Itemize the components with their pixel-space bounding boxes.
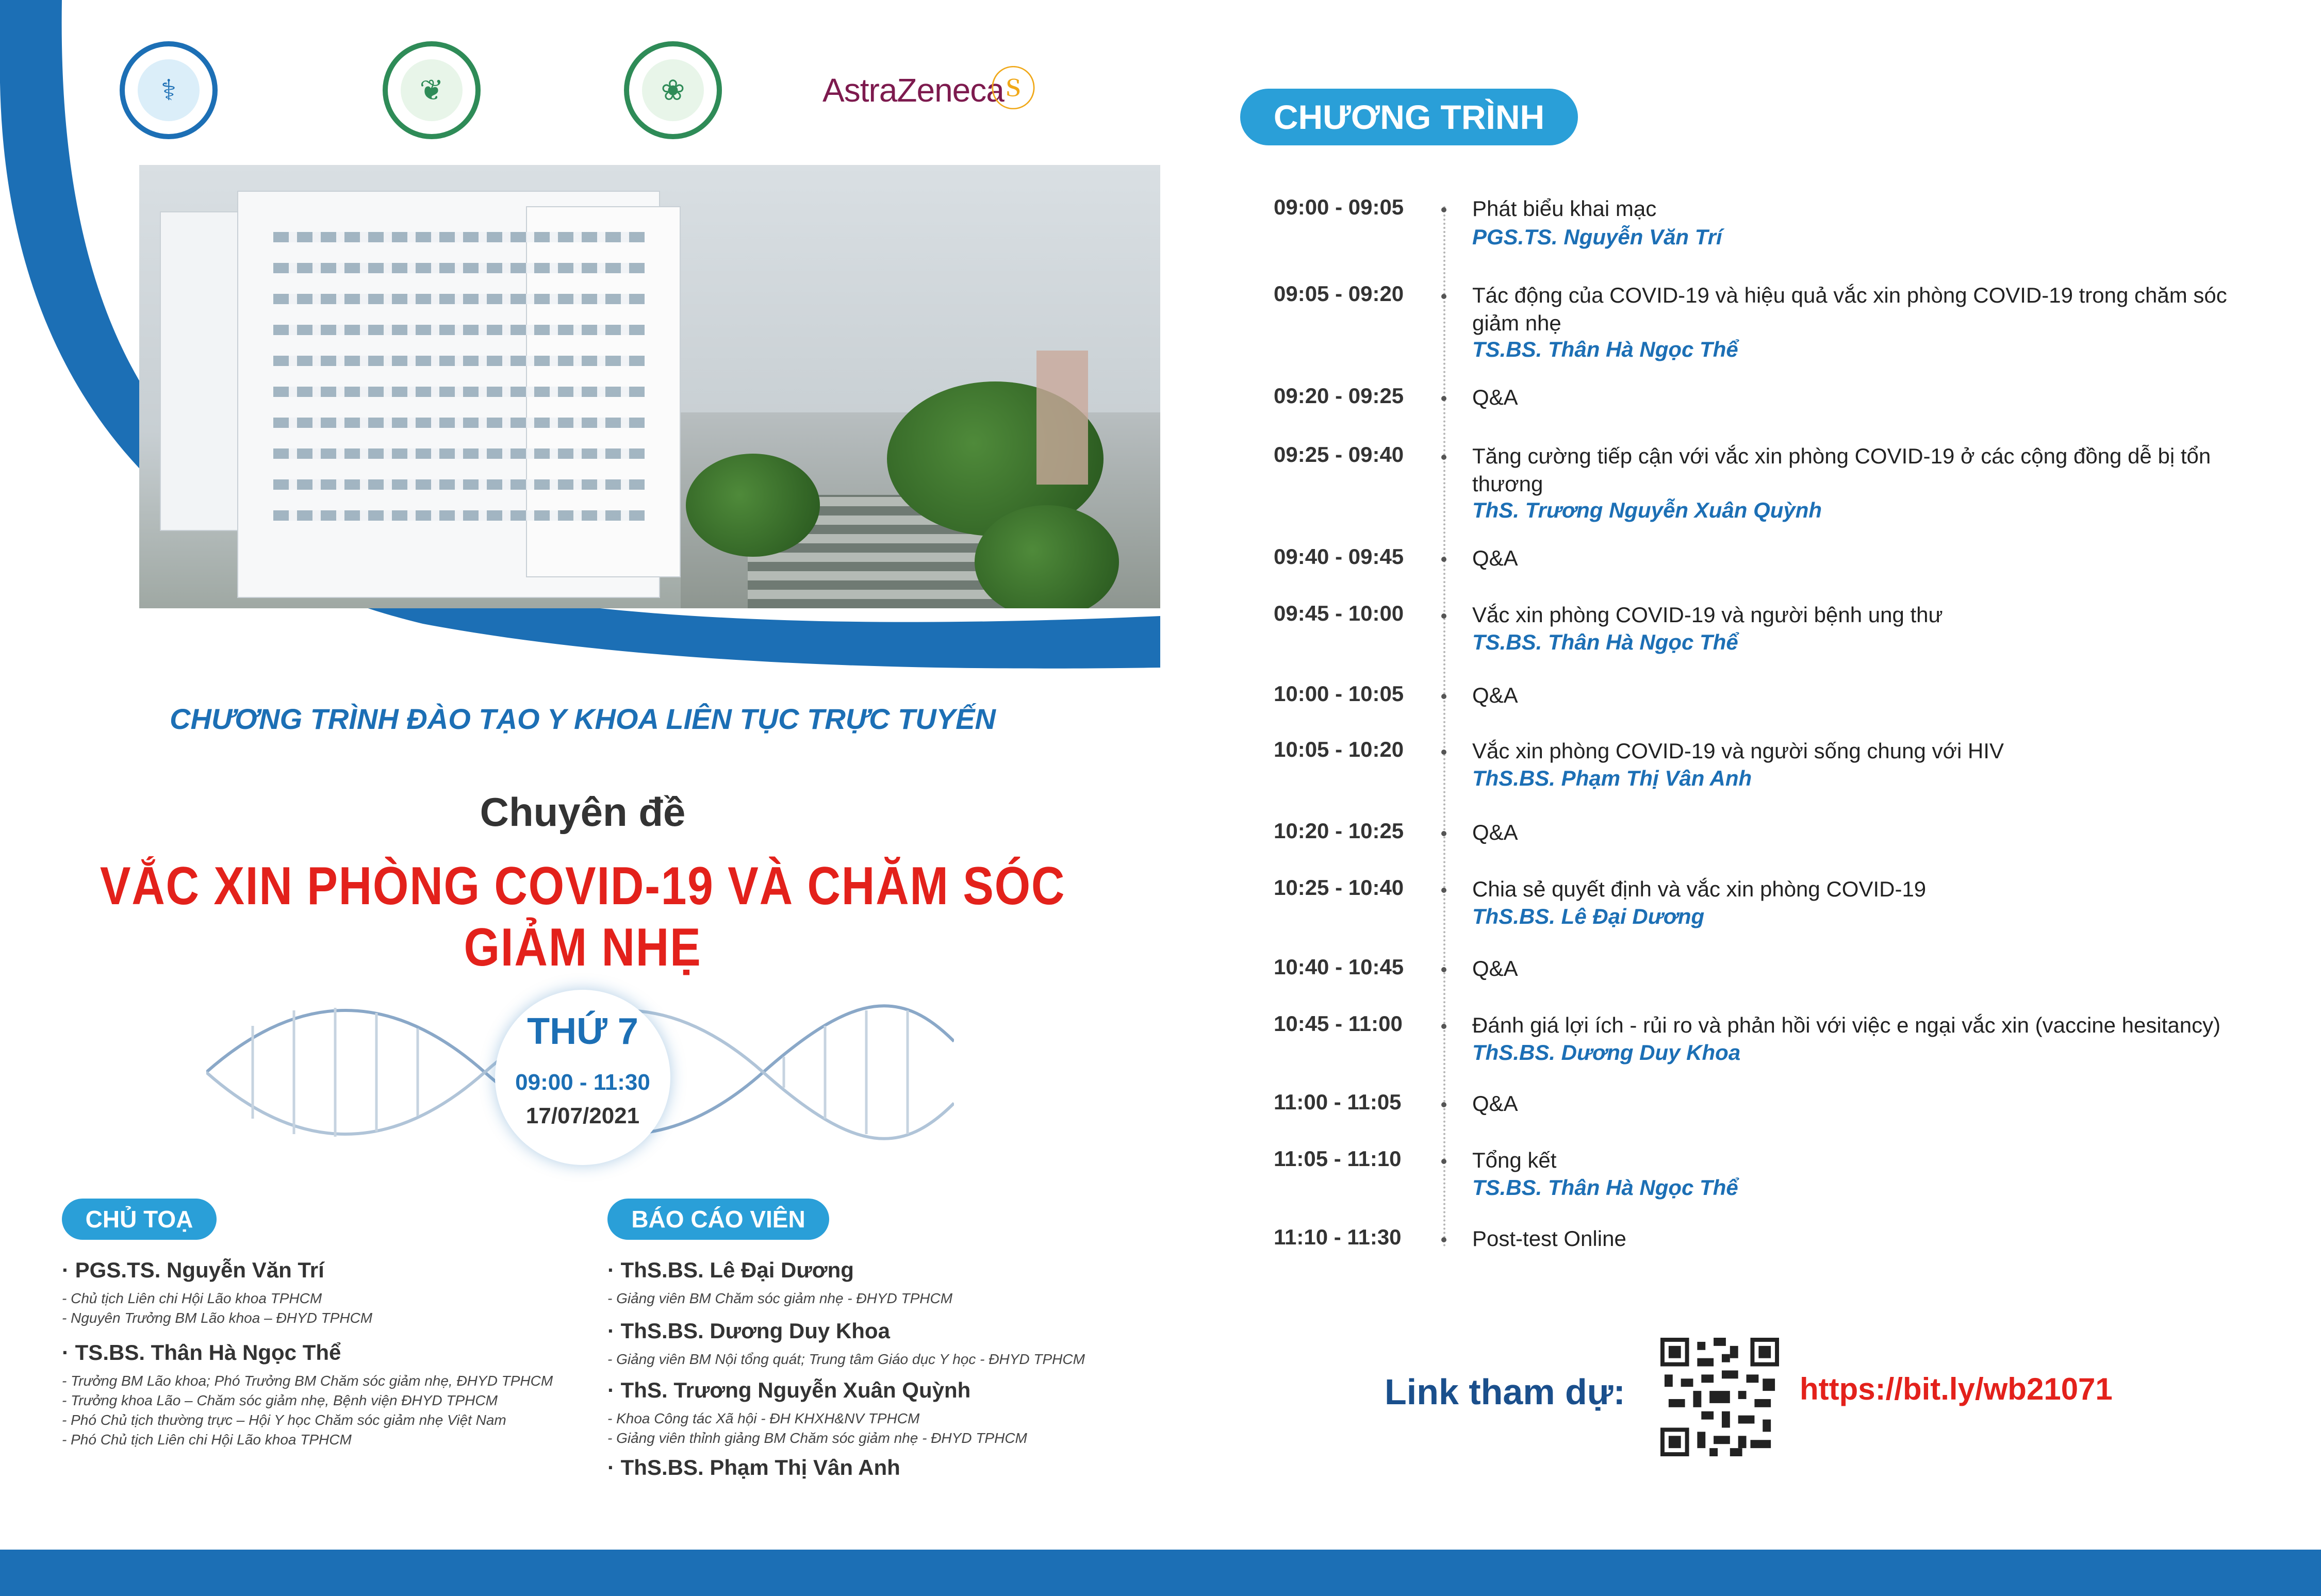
- agenda-time: 11:00 - 11:05: [1274, 1090, 1402, 1114]
- timeline-line: [1443, 206, 1446, 1248]
- chairs-heading: CHỦ TOẠ: [62, 1199, 217, 1240]
- qr-code-icon[interactable]: [1660, 1338, 1779, 1456]
- speaker-name: · ThS. Trương Nguyễn Xuân Quỳnh: [607, 1378, 971, 1402]
- registration-link[interactable]: https://bit.ly/wb21071: [1800, 1372, 2113, 1406]
- timeline-dot: [1441, 1237, 1446, 1242]
- agenda-title: Phát biểu khai mạc: [1472, 196, 1657, 221]
- agenda-speaker: ThS.BS. Dương Duy Khoa: [1472, 1040, 1741, 1065]
- timeline-dot: [1441, 831, 1446, 836]
- agenda-title: Vắc xin phòng COVID-19 và người sống chung với HIV: [1472, 739, 2004, 763]
- agenda-title: Post-test Online: [1472, 1226, 1626, 1251]
- timeline-dot: [1441, 1102, 1446, 1107]
- chair-role: - Trưởng BM Lão khoa; Phó Trưởng BM Chăm sóc giảm nhẹ, ĐHYD TPHCM: [62, 1373, 553, 1389]
- geriatrics-association-logo: [383, 41, 481, 139]
- speaker-role: - Giảng viên thỉnh giảng BM Chăm sóc giảm nhẹ - ĐHYD TPHCM: [607, 1430, 1027, 1446]
- agenda-time: 09:00 - 09:05: [1274, 195, 1404, 219]
- hospital-photo: [139, 165, 1160, 608]
- caduceus-icon: ⚕: [138, 59, 200, 121]
- agenda-time: 10:05 - 10:20: [1274, 737, 1404, 761]
- timeline-dot: [1441, 750, 1446, 755]
- event-day: THỨ 7: [527, 1011, 638, 1052]
- agenda-time: 11:10 - 11:30: [1274, 1225, 1402, 1249]
- agenda-title: Tác động của COVID-19 và hiệu quả vắc xin phòng COVID-19 trong chăm sóc giảm nhẹ: [1472, 283, 2227, 335]
- speaker-name: · ThS.BS. Dương Duy Khoa: [607, 1319, 890, 1343]
- chair-role: - Nguyên Trưởng BM Lão khoa – ĐHYD TPHCM: [62, 1310, 373, 1326]
- agenda-title: Vắc xin phòng COVID-19 và người bệnh ung thư: [1472, 603, 1943, 627]
- timeline-dot: [1441, 207, 1446, 212]
- speaker-role: - Khoa Công tác Xã hội - ĐH KHXH&NV TPHCM: [607, 1410, 920, 1426]
- agenda-speaker: PGS.TS. Nguyễn Văn Trí: [1472, 225, 1722, 249]
- agenda-speaker: ThS.BS. Phạm Thị Vân Anh: [1472, 766, 1752, 790]
- chair-role: - Phó Chủ tịch Liên chi Hội Lão khoa TPHCM: [62, 1432, 352, 1448]
- agenda-time: 10:45 - 11:00: [1274, 1011, 1403, 1036]
- timeline-dot: [1441, 557, 1446, 562]
- palliative-care-logo: [624, 41, 722, 139]
- agenda-title: Q&A: [1472, 820, 1518, 844]
- chair-role: - Trưởng khoa Lão – Chăm sóc giảm nhẹ, Bệnh viện ĐHYD TPHCM: [62, 1392, 498, 1408]
- timeline-dot: [1441, 294, 1446, 299]
- topic-title: VẮC XIN PHÒNG COVID-19 VÀ CHĂM SÓC GIẢM NHẸ: [100, 856, 1066, 977]
- agenda-title: Tăng cường tiếp cận với vắc xin phòng COVID-19 ở các cộng đồng dễ bị tổn thương: [1472, 444, 2211, 496]
- timeline-dot: [1441, 455, 1446, 460]
- agenda-time: 10:00 - 10:05: [1274, 681, 1404, 706]
- sponsor-logo: AstraZeneca: [822, 72, 1004, 109]
- speakers-heading: BÁO CÁO VIÊN: [607, 1199, 829, 1240]
- tree-hand-icon: ❦: [401, 59, 463, 121]
- timeline-dot: [1441, 396, 1446, 401]
- agenda-time: 09:45 - 10:00: [1274, 601, 1404, 625]
- timeline-dot: [1441, 694, 1446, 699]
- agenda-title: Q&A: [1472, 1091, 1518, 1116]
- agenda-title: Tổng kết: [1472, 1148, 1557, 1172]
- agenda-time: 09:40 - 09:45: [1274, 544, 1404, 569]
- agenda-title: Q&A: [1472, 385, 1518, 409]
- timeline-dot: [1441, 888, 1446, 893]
- speaker-name: · ThS.BS. Phạm Thị Vân Anh: [607, 1455, 900, 1479]
- chair-role: - Phó Chủ tịch thường trực – Hội Y học Chăm sóc giảm nhẹ Việt Nam: [62, 1412, 506, 1428]
- agenda-time: 09:25 - 09:40: [1274, 442, 1404, 467]
- agenda-time: 10:40 - 10:45: [1274, 955, 1404, 979]
- agenda-time: 10:25 - 10:40: [1274, 875, 1404, 900]
- agenda-speaker: TS.BS. Thân Hà Ngọc Thể: [1472, 1175, 1738, 1200]
- event-time: 09:00 - 11:30: [515, 1070, 650, 1095]
- agenda-speaker: ThS.BS. Lê Đại Dương: [1472, 904, 1705, 928]
- speaker-role: - Giảng viên BM Nội tổng quát; Trung tâm Giáo dục Y học - ĐHYD TPHCM: [607, 1351, 1085, 1367]
- topic-label: Chuyên đề: [480, 789, 686, 835]
- timeline-dot: [1441, 613, 1446, 619]
- agenda-title: Q&A: [1472, 956, 1518, 980]
- footer-bar: [0, 1550, 2321, 1596]
- timeline-dot: [1441, 967, 1446, 972]
- agenda-title: Chia sẻ quyết định và vắc xin phòng COVID-19: [1472, 877, 1927, 901]
- agenda-speaker: TS.BS. Thân Hà Ngọc Thể: [1472, 630, 1738, 654]
- leaf-circle-icon: ❀: [642, 59, 704, 121]
- timeline-dot: [1441, 1024, 1446, 1029]
- speaker-name: · ThS.BS. Lê Đại Dương: [607, 1258, 854, 1282]
- chair-name: · PGS.TS. Nguyễn Văn Trí: [62, 1258, 324, 1282]
- chair-role: - Chủ tịch Liên chi Hội Lão khoa TPHCM: [62, 1290, 322, 1306]
- program-series-title: CHƯƠNG TRÌNH ĐÀO TẠO Y KHOA LIÊN TỤC TRỰC TUYẾN: [170, 703, 996, 735]
- agenda-title: Đánh giá lợi ích - rủi ro và phản hồi với việc e ngại vắc xin (vaccine hesitancy): [1472, 1013, 2221, 1037]
- agenda-time: 09:05 - 09:20: [1274, 281, 1404, 306]
- link-label: Link tham dự:: [1385, 1372, 1625, 1412]
- agenda-time: 10:20 - 10:25: [1274, 819, 1404, 843]
- chair-name: · TS.BS. Thân Hà Ngọc Thể: [62, 1340, 341, 1365]
- agenda-time: 11:05 - 11:10: [1274, 1146, 1402, 1171]
- agenda-title: Q&A: [1472, 546, 1518, 570]
- event-date: 17/07/2021: [525, 1103, 640, 1128]
- agenda-time: 09:20 - 09:25: [1274, 384, 1404, 408]
- agenda-speaker: TS.BS. Thân Hà Ngọc Thể: [1472, 337, 1738, 361]
- university-logo: [120, 41, 218, 139]
- agenda-speaker: ThS. Trương Nguyễn Xuân Quỳnh: [1472, 498, 1822, 522]
- agenda-heading: CHƯƠNG TRÌNH: [1240, 89, 1578, 145]
- agenda-title: Q&A: [1472, 683, 1518, 707]
- timeline-dot: [1441, 1159, 1446, 1164]
- speaker-role: - Giảng viên BM Chăm sóc giảm nhẹ - ĐHYD TPHCM: [607, 1290, 953, 1306]
- astrazeneca-swirl-icon: ⓢ: [990, 64, 1036, 115]
